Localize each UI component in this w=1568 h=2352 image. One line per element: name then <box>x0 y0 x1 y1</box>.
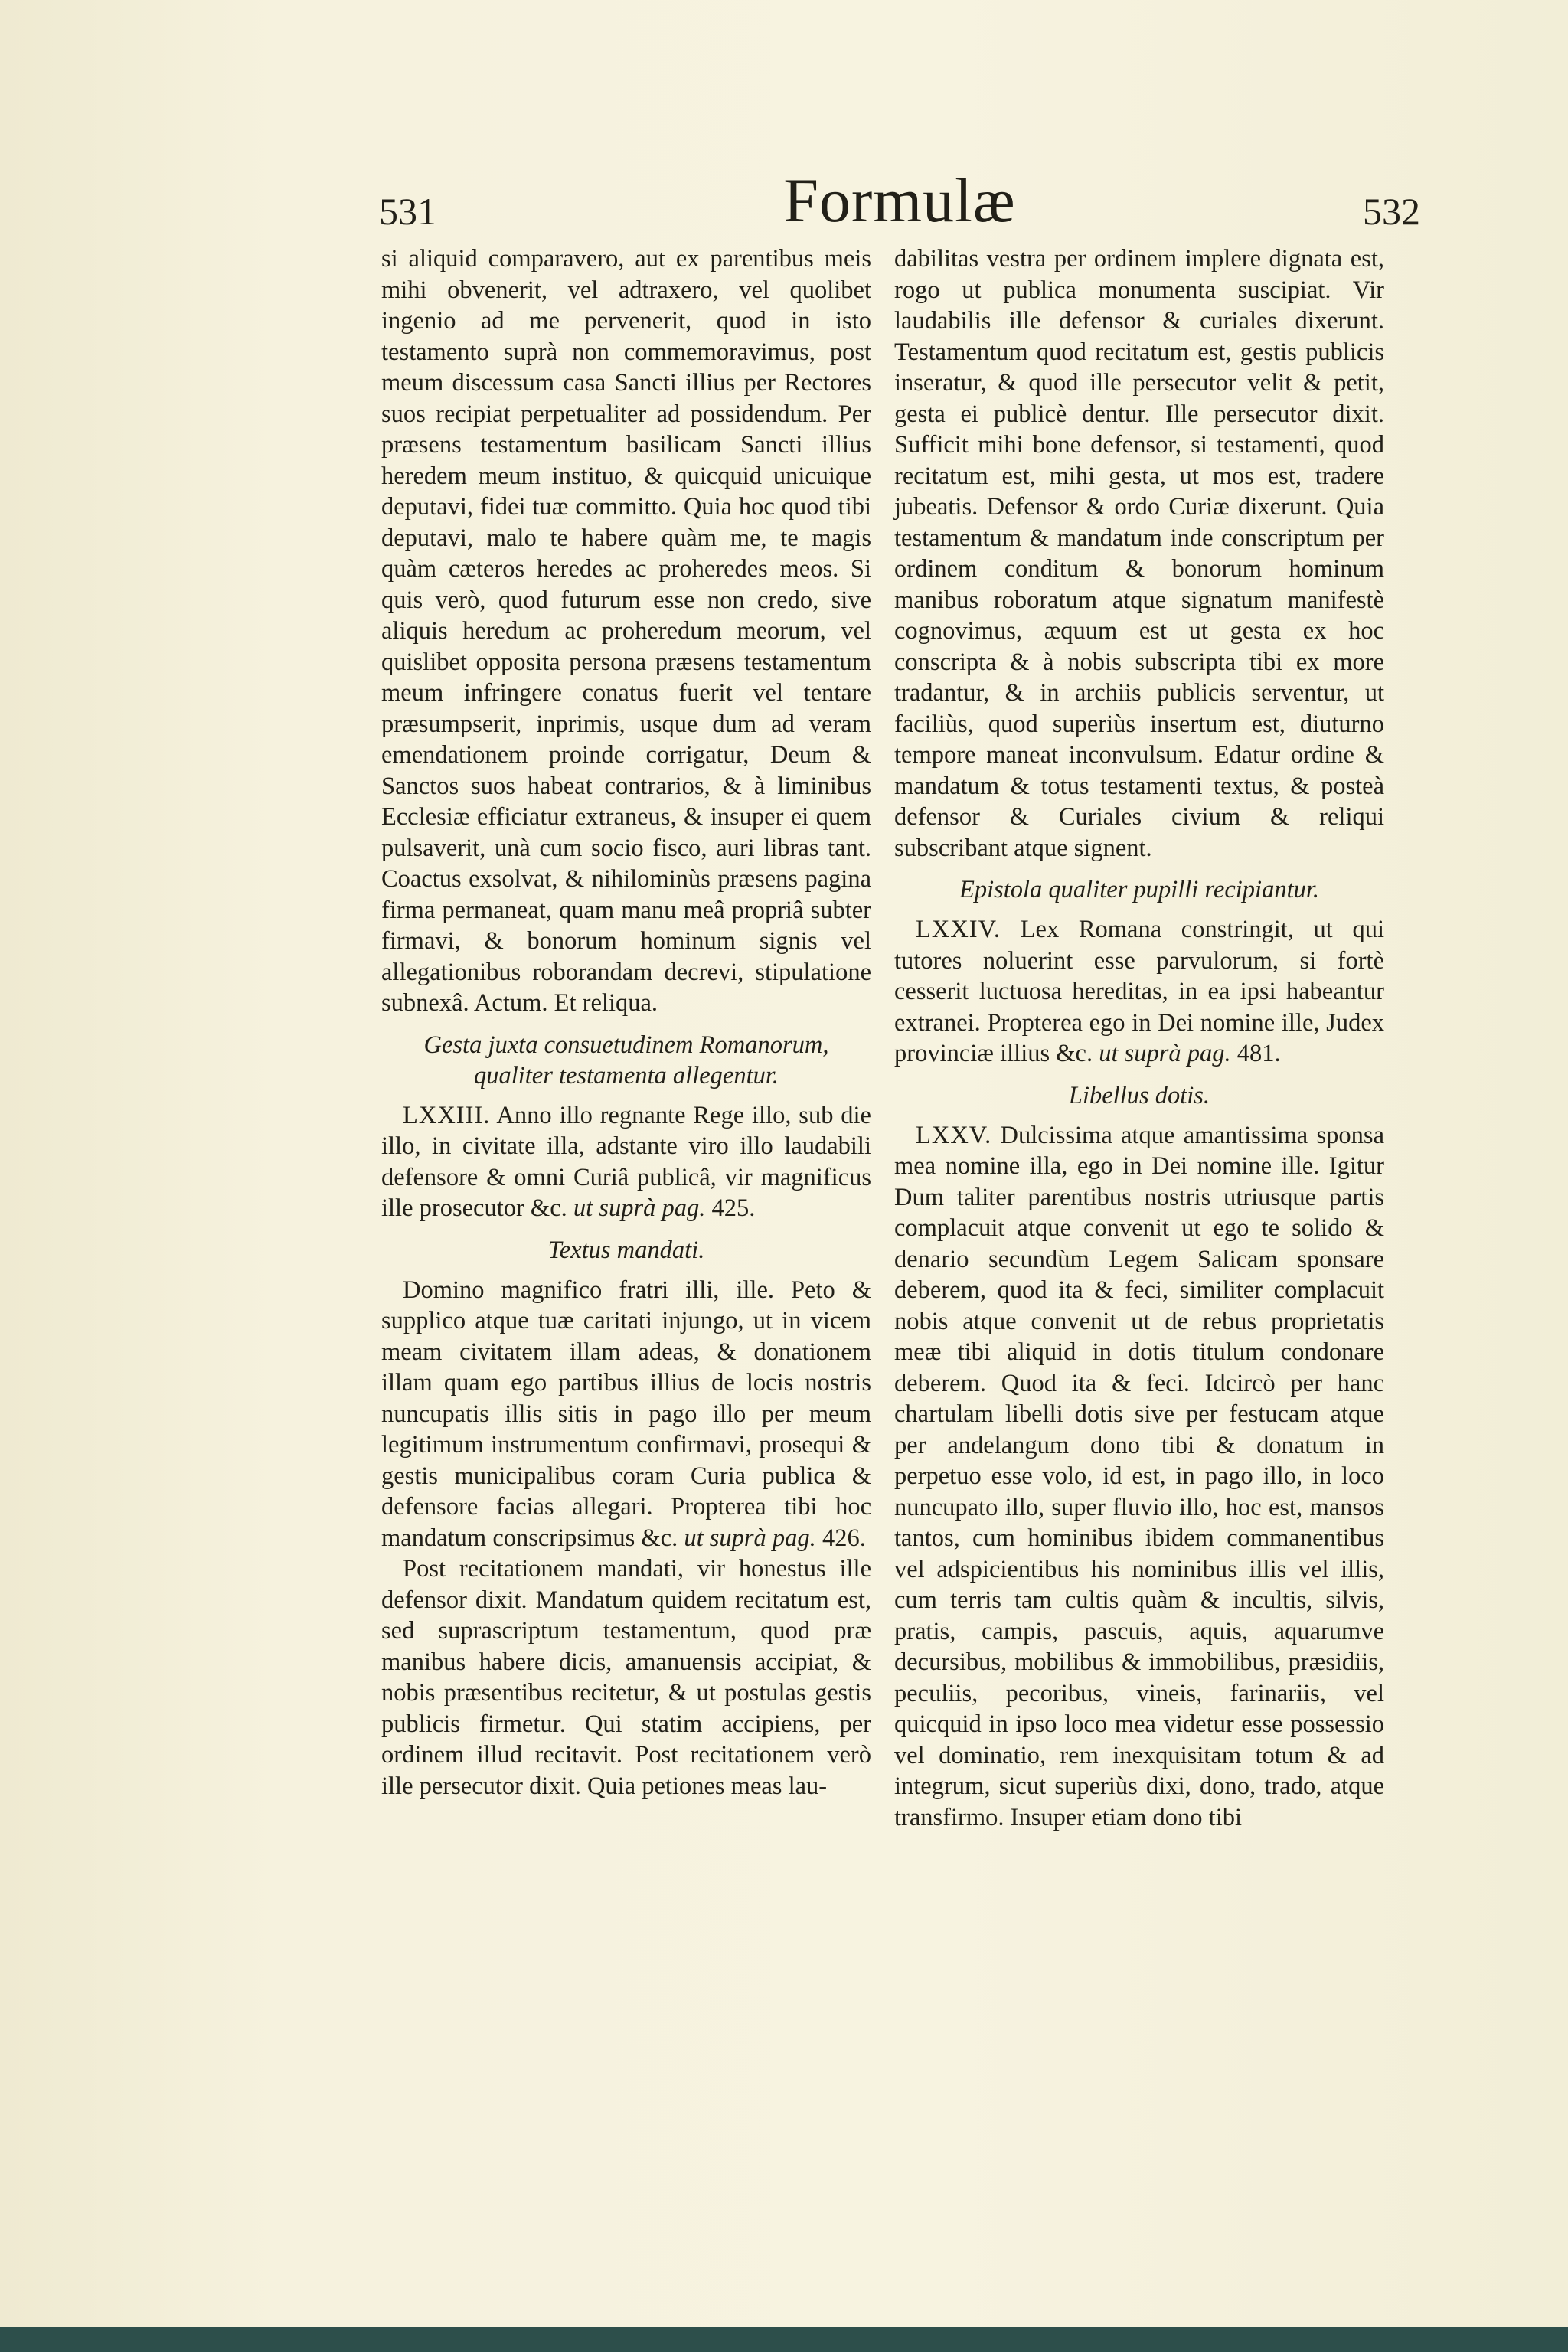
section-heading-textus: Textus mandati. <box>547 1236 705 1264</box>
section-number: LXXIV. <box>916 916 1001 943</box>
section-text: Lex Romana constringit, ut qui tutores noluerint esse parvulorum, si fortè cesserit luctuosa hereditas, in ea ipsi habeantur extranei. Propterea ego in Dei nomine ille, Judex provinciæ illius &c. <box>894 916 1384 1067</box>
text-column-right <box>894 243 1384 1833</box>
cross-reference: ut suprà pag. <box>684 1524 816 1552</box>
page-number-left: 531 <box>379 190 436 233</box>
section-number: LXXV. <box>916 1121 992 1149</box>
section-text: Dulcissima atque amantissima sponsa mea nomine illa, ego in Dei nomine ille. Igitur Dum taliter parentibus nostris utriusque partis complacuit atque convenit ut ego te solido & denario secundùm Legem Salicam sponsare deberem, quod ita & feci, similiter complacuit nobis atque convenit ut de rebus proprietatis meæ tibi aliquid in dotis titulum condonare deberem. Quod ita & feci. Idcircò per hanc chartulam libelli dotis sive per festucam atque per andelangum dono tibi & donatum in perpetuo esse volo, id est, in pago illo, in loco nuncupato illo, super fluvio illo, hoc est, mansos tantos, cum hominibus ibidem commanentibus vel adspicientibus his nominibus illis vel illis, cum terris tam cultis quàm & incultis, silvis, pratis, campis, pascuis, aquis, aquarumve decursibus, mobilibus & immobilibus, præsidiis, peculiis, pecoribus, vineis, farinariis, vel quicquid in ipso loco mea videtur esse possessio vel dominatio, rem inexquisitam totum & ad integrum, sicut superiùs dixi, dono, trado, atque transfirmo. Insuper etiam dono tibi <box>894 1121 1384 1831</box>
section-heading-gesta <box>381 1030 871 1091</box>
scan-edge-band <box>0 2328 1568 2352</box>
section-heading-libellus: Libellus dotis. <box>1068 1081 1210 1109</box>
cross-reference: ut suprà pag. <box>1099 1040 1231 1067</box>
page-reference: 426. <box>815 1524 866 1552</box>
heading-line: Gesta juxta consuetudinem Romanorum, <box>423 1031 829 1059</box>
paragraph-testament-end: si aliquid comparavero, aut ex parentibus meis mihi obvenerit, vel adtraxero, vel quolibet ingenio ad me pervenerit, quod in isto testamento suprà non commemoravimus, post meum discessum casa Sancti illius per Rectores suos recipiat perpetualiter ad possidendum. Per præsens testamentum basilicam Sancti illius heredem meum instituo, & quicquid unicuique deputavi, fidei tuæ committo. Quia hoc quod tibi deputavi, malo te habere quàm me, te magis quàm cæteros heredes ac proheredes meos. Si quis verò, quod futurum esse non credo, sive aliquis heredum ac proheredum meorum, vel quislibet opposita persona præsens testamentum meum infringere conatus fuerit vel tentare præsumpserit, inprimis, usque dum ad veram emendationem proinde corrigatur, Deum & Sanctos suos habeat contrarios, & à liminibus Ecclesiæ efficiatur extraneus, & insuper ei quem pulsaverit, unà cum socio fisco, auri libras tant. Coactus exsolvat, & nihilominùs præsens pagina firma permaneat, quam manu meâ propriâ subter firmavi, & bonorum hominum signis vel allegationibus roborandam decrevi, stipulatione subnexâ. Actum. Et reliqua. <box>381 245 871 1017</box>
heading-line: qualiter testamenta allegentur. <box>473 1061 779 1089</box>
page-reference: 481. <box>1230 1040 1281 1067</box>
paragraph-continuation: dabilitas vestra per ordinem implere dignata est, rogo ut publica monumenta suscipiat. Vir laudabilis ille defensor & curiales dixerunt. Testamentum quod recitatum est, gestis publicis inseratur, & quod ille persecutor velit & petit, gesta ei publicè dentur. Ille persecutor dixit. Sufficit mihi bone defensor, si testamenti, quod recitatum est, mihi gesta, ut mos est, tradere jubeatis. Defensor & ordo Curiæ dixerunt. Quia testamentum & mandatum inde conscriptum per ordinem conditum & bonorum hominum manibus roboratum atque signatum manifestè cognovimus, æquum est ut gesta ex hoc conscripta & à nobis subscripta tibi ex more tradantur, & in archiis publicis serventur, ut faciliùs, quod superiùs insertum est, diuturno tempore maneat inconvulsum. Edatur ordine & mandatum & totus testamenti textus, & posteà defensor & Curiales civium & reliqui subscribant atque signent. <box>894 245 1384 862</box>
paragraph-mandati <box>381 1275 871 1554</box>
page-number-right: 532 <box>1363 190 1420 233</box>
paragraph-lxxv <box>894 1120 1384 1834</box>
paragraph-post-recitationem: Post recitationem mandati, vir honestus ille defensor dixit. Mandatum quidem recitatum est, sed suprascriptum testamentum, quod præ manibus habere dicis, amanuensis accipiat, & nobis præsentibus recitetur, & ut postulas gestis publicis firmetur. Qui statim accipiens, per ordinem illud recitavit. Post recitationem verò ille persecutor dixit. Quia petiones meas lau- <box>381 1555 871 1800</box>
paragraph-lxxiii <box>381 1100 871 1224</box>
text-column-left <box>381 243 871 1802</box>
paragraph-lxxiv <box>894 914 1384 1070</box>
section-text: Anno illo regnante Rege illo, sub die illo, in civitate illa, adstante viro illo laudabili defensore & omni Curiâ publicâ, vir magnificus ille prosecutor &c. <box>381 1101 871 1222</box>
section-heading-epistola: Epistola qualiter pupilli recipiantur. <box>959 876 1320 903</box>
cross-reference: ut suprà pag. <box>573 1194 706 1222</box>
running-head-title: Formulæ <box>783 165 1016 235</box>
page-header <box>379 165 1420 249</box>
page-reference: 425. <box>705 1194 756 1222</box>
paragraph-text: Domino magnifico fratri illi, ille. Peto & supplico atque tuæ caritati injungo, ut in vicem meam civitatem illam adeas, & donationem illam quam ego partibus illius de locis nostris nuncupatis illis sitis in pago illo per meum legitimum instrumentum confirmavi, prosequi & gestis municipalibus coram Curia publica & defensore facias allegari. Propterea tibi hoc mandatum conscripsimus &c. <box>381 1276 871 1552</box>
section-number: LXXIII. <box>403 1101 491 1129</box>
